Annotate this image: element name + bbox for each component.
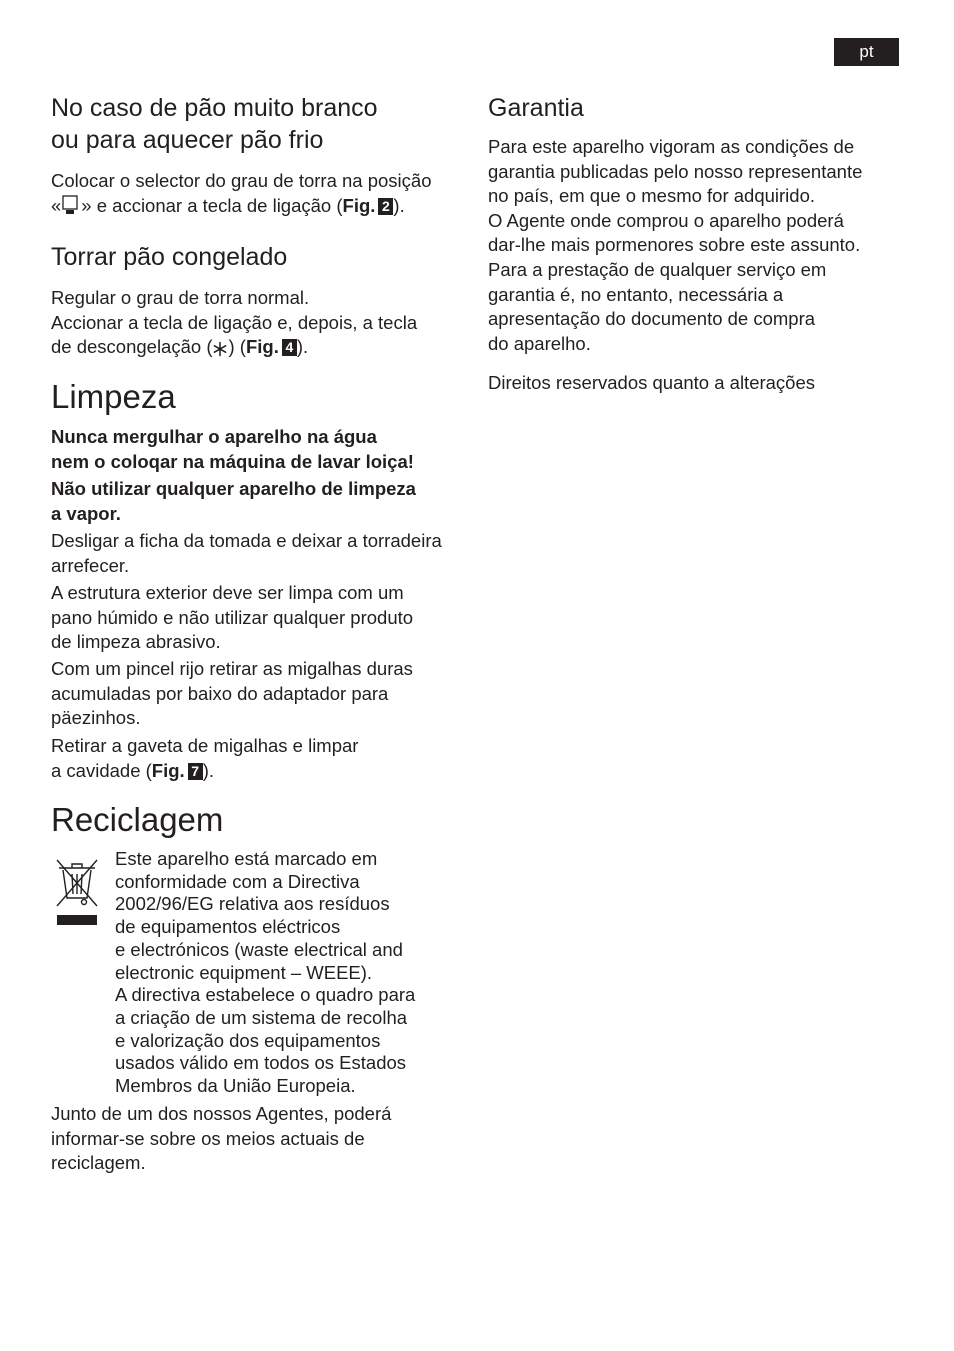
snowflake-defrost-icon: [212, 339, 228, 364]
cleaning-unplug-text: Desligar a ficha da tomada e deixar a torradeira arrefecer.: [51, 530, 442, 576]
light-toast-symbol-icon: [61, 194, 81, 223]
section-title-light-bread: No caso de pão muito branco ou para aquecer pão frio: [51, 94, 378, 154]
rights-reserved-text: Direitos reservados quanto a alterações: [488, 372, 816, 393]
light-bread-text: Colocar o selector do grau de torra na posição « » e accionar a tecla de ligação (Fig. 2 ).: [51, 169, 432, 222]
language-tab: pt: [834, 38, 899, 66]
cleaning-crumb-tray-text: Retirar a gaveta de migalhas e limpar a cavidade (Fig. 7 ).: [51, 735, 359, 781]
section-title-frozen-bread: Torrar pão congelado: [51, 243, 288, 271]
crossed-out-wheelie-bin-icon: [55, 858, 99, 931]
section-title-recycling: Reciclagem: [51, 801, 224, 838]
cleaning-warning-water: Nunca mergulhar o aparelho na água nem o coloqar na máquina de lavar loiça!: [51, 426, 414, 472]
section-title-warranty: Garantia: [488, 94, 584, 122]
cleaning-exterior-text: A estrutura exterior deve ser limpa com um pano húmido e não utilizar qualquer produto de limpeza abrasivo.: [51, 582, 414, 653]
section-title-cleaning: Limpeza: [51, 378, 176, 415]
figure-number-badge: 2: [378, 198, 393, 215]
cleaning-warning-steam: Não utilizar qualquer aparelho de limpeza a vapor.: [51, 478, 416, 524]
recycling-agents-text: Junto de um dos nossos Agentes, poderá informar-se sobre os meios actuais de reciclagem.: [51, 1103, 392, 1174]
figure-number-badge: 7: [188, 763, 203, 780]
recycling-weee-text: Este aparelho está marcado em conformidade com a Directiva 2002/96/EG relativa aos resíduos de equipamentos eléctricos e electrónicos (waste electrical and electronic equipment – WEEE). A directiva estabelece o quadro para a criação de um sistema de recolha e valorização dos equipamentos usados válido em todos os Estados Membros da União Europeia.: [115, 848, 416, 1097]
figure-number-badge: 4: [282, 339, 297, 356]
frozen-bread-text: Regular o grau de torra normal. Accionar a tecla de ligação e, depois, a tecla de descongelação ( ) (Fig. 4 ).: [51, 286, 417, 364]
warranty-text: Para este aparelho vigoram as condições de garantia publicadas pelo nosso representante no país, em que o mesmo for adquirido. O Agente onde comprou o aparelho poderá dar-lhe mais pormenores sobre este assunto. Para a prestação de qualquer serviço em garantia é, no entanto, necessária a apresentação do documento de compra do aparelho.: [488, 136, 863, 354]
cleaning-brush-text: Com um pincel rijo retirar as migalhas duras acumuladas por baixo do adaptador para päezinhos.: [51, 658, 413, 729]
